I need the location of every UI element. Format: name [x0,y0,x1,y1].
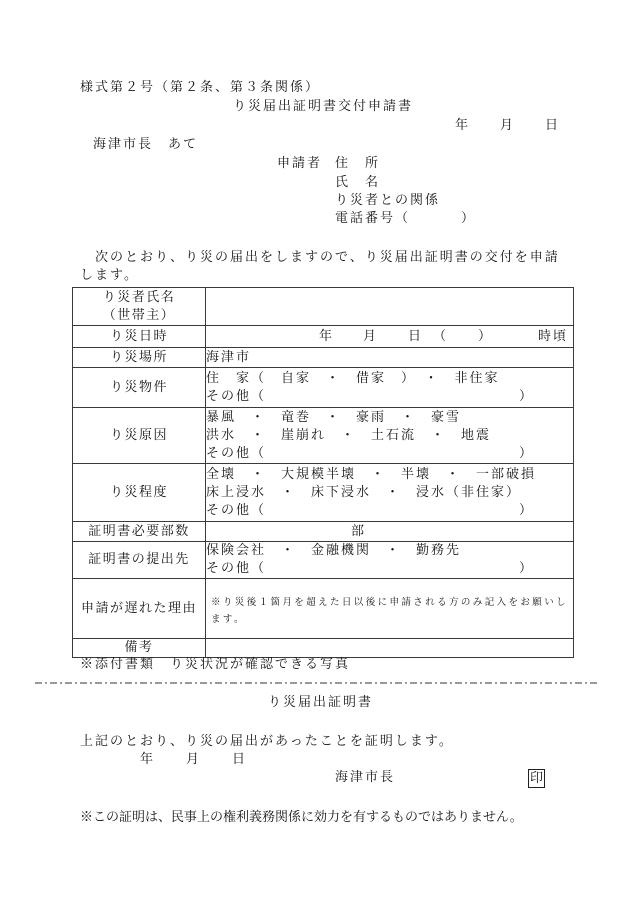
disaster-cause-field [206,408,574,464]
victim-name-field [206,288,574,326]
damage-level-label-cell [73,464,206,522]
header-date-year: 年 [455,118,471,133]
victim-name-sublabel: （世帯主） [102,307,176,323]
copies-field [206,522,574,542]
disaster-cause-label: り災原因 [109,427,168,443]
damage-level-options-2: 床上浸水 ・ 床下浸水 ・ 浸水（非住家） [206,484,522,500]
submit-to-other [206,560,573,578]
disaster-cause-other [206,445,573,463]
disaster-cause-other-close: ） [519,445,535,461]
certificate-statement: 上記のとおり、り災の届出があったことを証明します。 [80,734,454,749]
damaged-property-options: 住 家（ 自家 ・ 借家 ） ・ 非住家 [206,370,500,386]
copies-line [206,523,573,541]
row-disaster-location [73,348,574,368]
header-date-month: 月 [500,118,516,133]
damaged-property-other-close: ） [519,388,535,404]
damaged-property-label: り災物件 [109,379,168,395]
disaster-datetime-label: り災日時 [109,328,168,344]
certificate-issuer: 海津市長 [335,770,396,785]
damage-level-label: り災程度 [109,484,168,500]
damaged-property-other [206,388,573,406]
delay-reason-label-cell [73,579,206,639]
disaster-cause-options-2: 洪水 ・ 崖崩れ ・ 土石流 ・ 地震 [206,427,492,443]
applicant-name-label: 氏 名 [335,175,381,190]
disaster-cause-label-cell [73,408,206,464]
damage-level-other-open: その他（ [206,502,267,518]
disaster-month-label: 月 [363,328,379,344]
disaster-location-field [206,348,574,368]
row-damaged-property [73,368,574,408]
submit-to-field [206,542,574,579]
copies-label: 証明書必要部数 [88,523,190,539]
disaster-datetime-label-cell [73,326,206,348]
row-victim-name [73,288,574,326]
disaster-datetime-line [206,328,573,346]
disaster-location-label: り災場所 [109,349,168,365]
row-damage-level [73,464,574,522]
victim-name-label-cell [73,288,206,326]
disaster-weekday-open: （ [433,328,449,344]
disaster-location-value: 海津市 [206,349,252,365]
copies-label-cell [73,522,206,542]
cut-line [0,677,630,689]
disaster-time-label: 時頃 [538,328,569,344]
certificate-disclaimer: ※この証明は、民事上の権利義務関係に効力を有するものではありません。 [80,810,523,825]
submit-to-label: 証明書の提出先 [88,552,190,567]
damage-level-other [206,502,573,520]
disaster-day-label: 日 [408,328,424,344]
damage-level-options-1: 全壊 ・ 大規模半壊 ・ 半壊 ・ 一部破損 [206,466,537,482]
disaster-cause-other-open: その他（ [206,445,267,461]
certificate-date-year: 年 [140,752,156,767]
copies-unit: 部 [351,523,367,539]
remarks-label-cell [73,639,206,658]
applicant-address-label: 住 所 [335,156,381,171]
applicant-phone-close: ） [461,211,477,226]
form-title: り災届出証明書交付申請書 [233,99,414,114]
disaster-datetime-field [206,326,574,348]
disaster-year-label: 年 [319,328,335,344]
row-copies [73,522,574,542]
certificate-title: り災届出証明書 [268,695,374,710]
form-number: 様式第２号（第２条、第３条関係） [80,80,321,95]
damage-level-other-close: ） [519,502,535,518]
applicant-label: 申請者 [277,156,323,171]
submit-to-options: 保険会社 ・ 金融機関 ・ 勤務先 [206,543,462,558]
submit-to-label-cell [73,542,206,579]
seal-box [528,769,545,788]
addressee: 海津市長 あて [93,137,199,152]
delay-reason-field [206,579,574,639]
certificate-date-day: 日 [232,752,248,767]
damaged-property-other-open: その他（ [206,388,267,404]
row-submit-to [73,542,574,579]
delay-reason-label: 申請が遅れた理由 [80,600,197,616]
damaged-property-field [206,368,574,408]
applicant-relation-label: り災者との関係 [335,193,441,208]
remarks-label: 備考 [124,640,154,655]
submit-to-other-open: その他（ [206,561,267,576]
row-disaster-cause [73,408,574,464]
seal-mark: 印 [529,771,543,786]
disaster-weekday-close: ） [478,328,494,344]
intro-paragraph: 次のとおり、り災の届出をしますので、り災届出証明書の交付を申請します。 [80,250,560,283]
delay-reason-note: ※り災後１箇月を超えた日以後に申請される方のみ記入をお願いします。 [211,596,569,625]
damage-level-field [206,464,574,522]
attachments-note: ※添付書類 り災状況が確認できる写真 [80,657,351,672]
victim-name-label: り災者氏名 [102,289,176,305]
header-date-day: 日 [545,118,561,133]
row-delay-reason [73,579,574,639]
disaster-location-label-cell [73,348,206,368]
damaged-property-label-cell [73,368,206,408]
applicant-phone-label: 電話番号（ [335,211,411,226]
disaster-cause-options-1: 暴風 ・ 竜巻 ・ 豪雨 ・ 豪雪 [206,409,462,425]
row-remarks [73,639,574,658]
remarks-field [206,639,574,658]
application-table [72,287,574,658]
row-disaster-datetime [73,326,574,348]
certificate-date-month: 月 [186,752,202,767]
submit-to-other-close: ） [519,561,535,576]
